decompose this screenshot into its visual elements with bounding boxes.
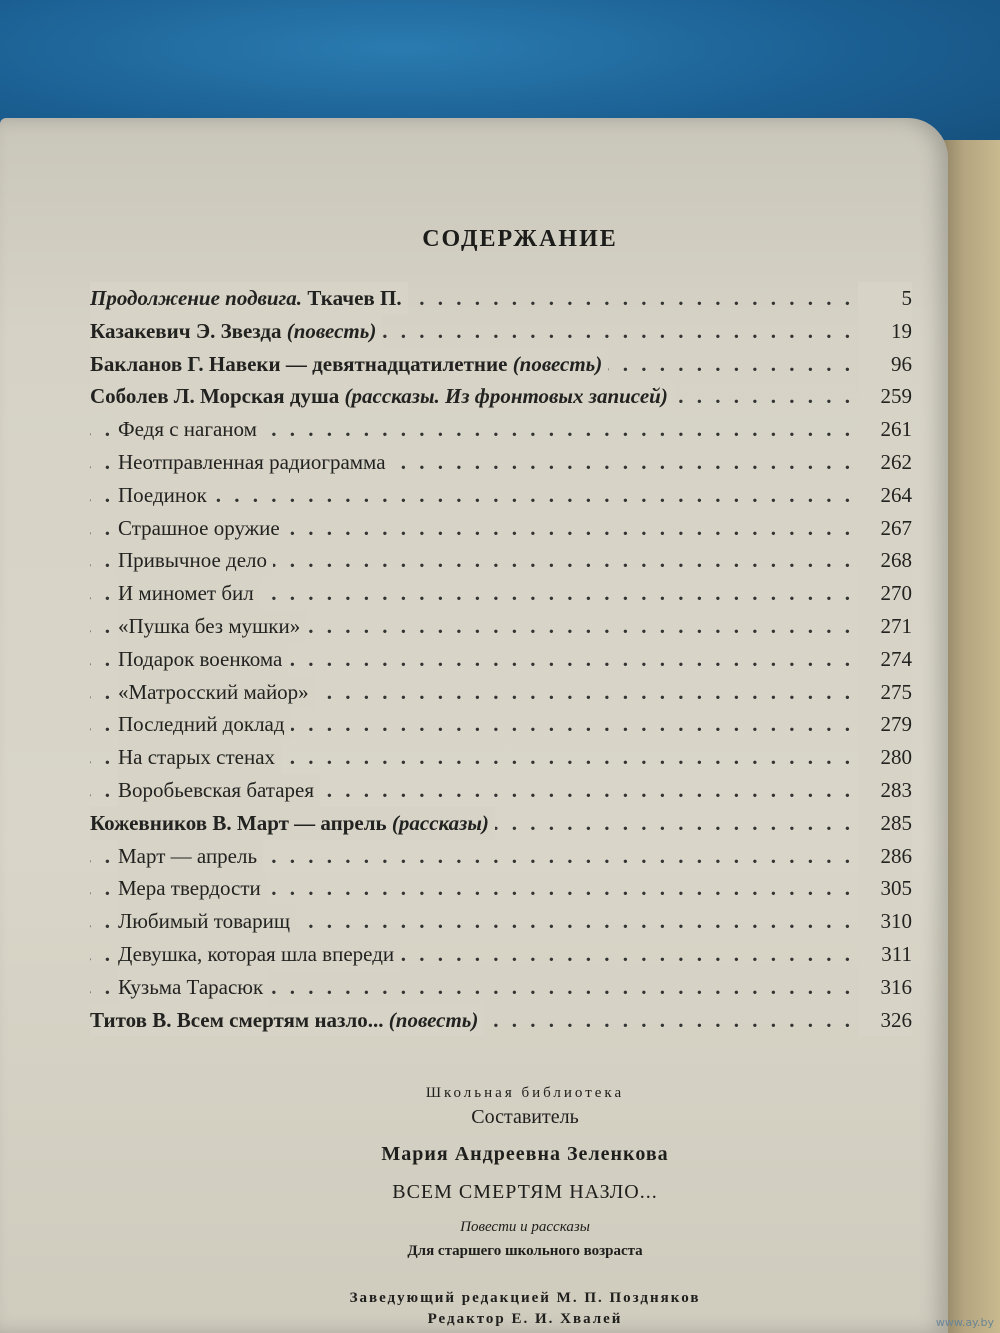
toc-page-number: 261 [858, 413, 912, 446]
toc-entry [90, 512, 912, 545]
toc-entry-text: Кузьма Тарасюк [118, 974, 264, 999]
toc-page-number: 267 [858, 512, 912, 545]
toc-entry-text: Любимый товарищ [118, 909, 291, 934]
toc-entry-title [118, 577, 260, 610]
toc-entry-title [118, 971, 269, 1004]
toc-entry-text: Кожевников В. Март — апрель [90, 810, 392, 835]
toc-page-number: 283 [858, 774, 912, 807]
toc-entry-text: И миномет бил [118, 581, 254, 606]
toc-entry [90, 610, 912, 643]
toc-entry [90, 676, 912, 709]
series-label: Школьная библиотека [425, 1085, 625, 1101]
toc-entry-title [118, 872, 267, 905]
toc-entry [90, 479, 912, 512]
toc-entry-text: Мера твердости [118, 876, 261, 901]
toc-entry-title [118, 938, 400, 971]
toc-entry-text: На старых стенах [118, 745, 276, 770]
toc-page-number: 274 [858, 643, 912, 676]
toc-entry [90, 872, 912, 905]
toc-page-number: 264 [858, 479, 912, 512]
editor: Редактор Е. И. Хвалей [427, 1311, 623, 1327]
toc-entry-text: «Матросский майор» [118, 679, 309, 704]
page-title: СОДЕРЖАНИЕ [422, 226, 618, 252]
toc-page-number: 305 [858, 872, 912, 905]
toc-entry-text: Воробьевская батарея [118, 777, 315, 802]
toc-entry-title [90, 315, 382, 348]
toc-entry-text: Соболев Л. Морская душа [90, 384, 345, 409]
toc-entry [90, 380, 912, 413]
toc-page-number: 286 [858, 840, 912, 873]
toc-entry-text: Поединок [118, 482, 207, 507]
toc-entry [90, 905, 912, 938]
toc-entry [90, 1004, 912, 1037]
toc-entry [90, 774, 912, 807]
compiler-name: Мария Андреевна Зеленкова [381, 1143, 669, 1165]
toc-entry [90, 577, 912, 610]
toc-page-number: 310 [858, 905, 912, 938]
head-editor: Заведующий редакцией М. П. Поздняков [349, 1290, 701, 1306]
toc-entry-text: Ткачев П. [302, 286, 402, 310]
toc-entry-text: Титов В. Всем смертям назло... [90, 1007, 389, 1032]
toc-entry-text: Федя с наганом [118, 417, 257, 442]
toc-entry-title [118, 643, 288, 676]
toc-page-number: 275 [858, 676, 912, 709]
toc-entry-note: (рассказы) [391, 810, 489, 835]
audience-label: Для старшего школьного возраста [407, 1243, 643, 1259]
toc-page-number: 19 [858, 315, 912, 348]
toc-page-number: 5 [858, 282, 912, 315]
toc-entry-title [118, 905, 296, 938]
toc-entry-title [118, 708, 291, 741]
toc-entry-note: Продолжение подвига. [90, 286, 303, 310]
toc-entry-note: (повесть) [512, 351, 603, 376]
toc-entry [90, 544, 912, 577]
toc-entry-text: Казакевич Э. Звезда [90, 318, 287, 343]
toc-page-number: 326 [858, 1004, 912, 1037]
toc-entry-text: Неотправленная радиограмма [118, 449, 386, 474]
watermark: www.ay.by [935, 1316, 994, 1329]
toc-entry [90, 938, 912, 971]
toc-entry-title [118, 741, 281, 774]
toc-page-number: 311 [858, 938, 912, 971]
toc-entry [90, 348, 912, 381]
table-of-contents [90, 282, 912, 1036]
toc-entry-text: Подарок военкома [118, 646, 283, 671]
toc-entry [90, 741, 912, 774]
toc-entry-text: Бакланов Г. Навеки — девятнадцатилетние [90, 351, 513, 376]
toc-entry [90, 708, 912, 741]
toc-entry-text: Девушка, которая шла впереди [118, 941, 395, 966]
toc-entry-title [90, 807, 495, 840]
toc-entry-title [90, 282, 408, 315]
toc-entry [90, 807, 912, 840]
toc-entry-text: Последний доклад [118, 712, 285, 737]
toc-entry [90, 413, 912, 446]
toc-entry-text: «Пушка без мушки» [118, 613, 301, 638]
toc-entry [90, 315, 912, 348]
toc-entry-text: Март — апрель [118, 843, 258, 868]
toc-entry-note: (повесть) [388, 1007, 479, 1032]
toc-entry-note: (повесть) [286, 318, 377, 343]
toc-entry [90, 840, 912, 873]
toc-entry-title [118, 544, 273, 577]
toc-entry-title [118, 413, 263, 446]
genre-label: Повести и рассказы [460, 1219, 590, 1235]
toc-page-number: 259 [858, 380, 912, 413]
toc-entry-title [118, 774, 320, 807]
toc-page-number: 262 [858, 446, 912, 479]
toc-entry-title [118, 840, 263, 873]
toc-page-number: 316 [858, 971, 912, 1004]
toc-entry-title [90, 1004, 484, 1037]
toc-page-number: 279 [858, 708, 912, 741]
toc-page-number: 268 [858, 544, 912, 577]
toc-page-number: 285 [858, 807, 912, 840]
dot-leader [90, 479, 912, 512]
compiler-label: Составитель [471, 1106, 579, 1128]
toc-entry [90, 282, 912, 315]
toc-entry-title [118, 512, 286, 545]
toc-entry-title [90, 380, 674, 413]
toc-entry-note: (рассказы. Из фронтовых записей) [344, 384, 668, 409]
toc-page-number: 271 [858, 610, 912, 643]
toc-entry-title [118, 446, 392, 479]
toc-entry [90, 971, 912, 1004]
toc-entry-title [118, 610, 306, 643]
toc-entry [90, 643, 912, 676]
toc-page-number: 96 [858, 348, 912, 381]
toc-page-number: 280 [858, 741, 912, 774]
toc-entry-title [90, 348, 608, 381]
toc-entry-title [118, 676, 315, 709]
toc-page-number: 270 [858, 577, 912, 610]
book-title: ВСЕМ СМЕРТЯМ НАЗЛО... [392, 1181, 658, 1203]
toc-entry-title [118, 479, 213, 512]
toc-entry-text: Привычное дело [118, 548, 268, 573]
toc-entry [90, 446, 912, 479]
toc-entry-text: Страшное оружие [118, 515, 280, 540]
